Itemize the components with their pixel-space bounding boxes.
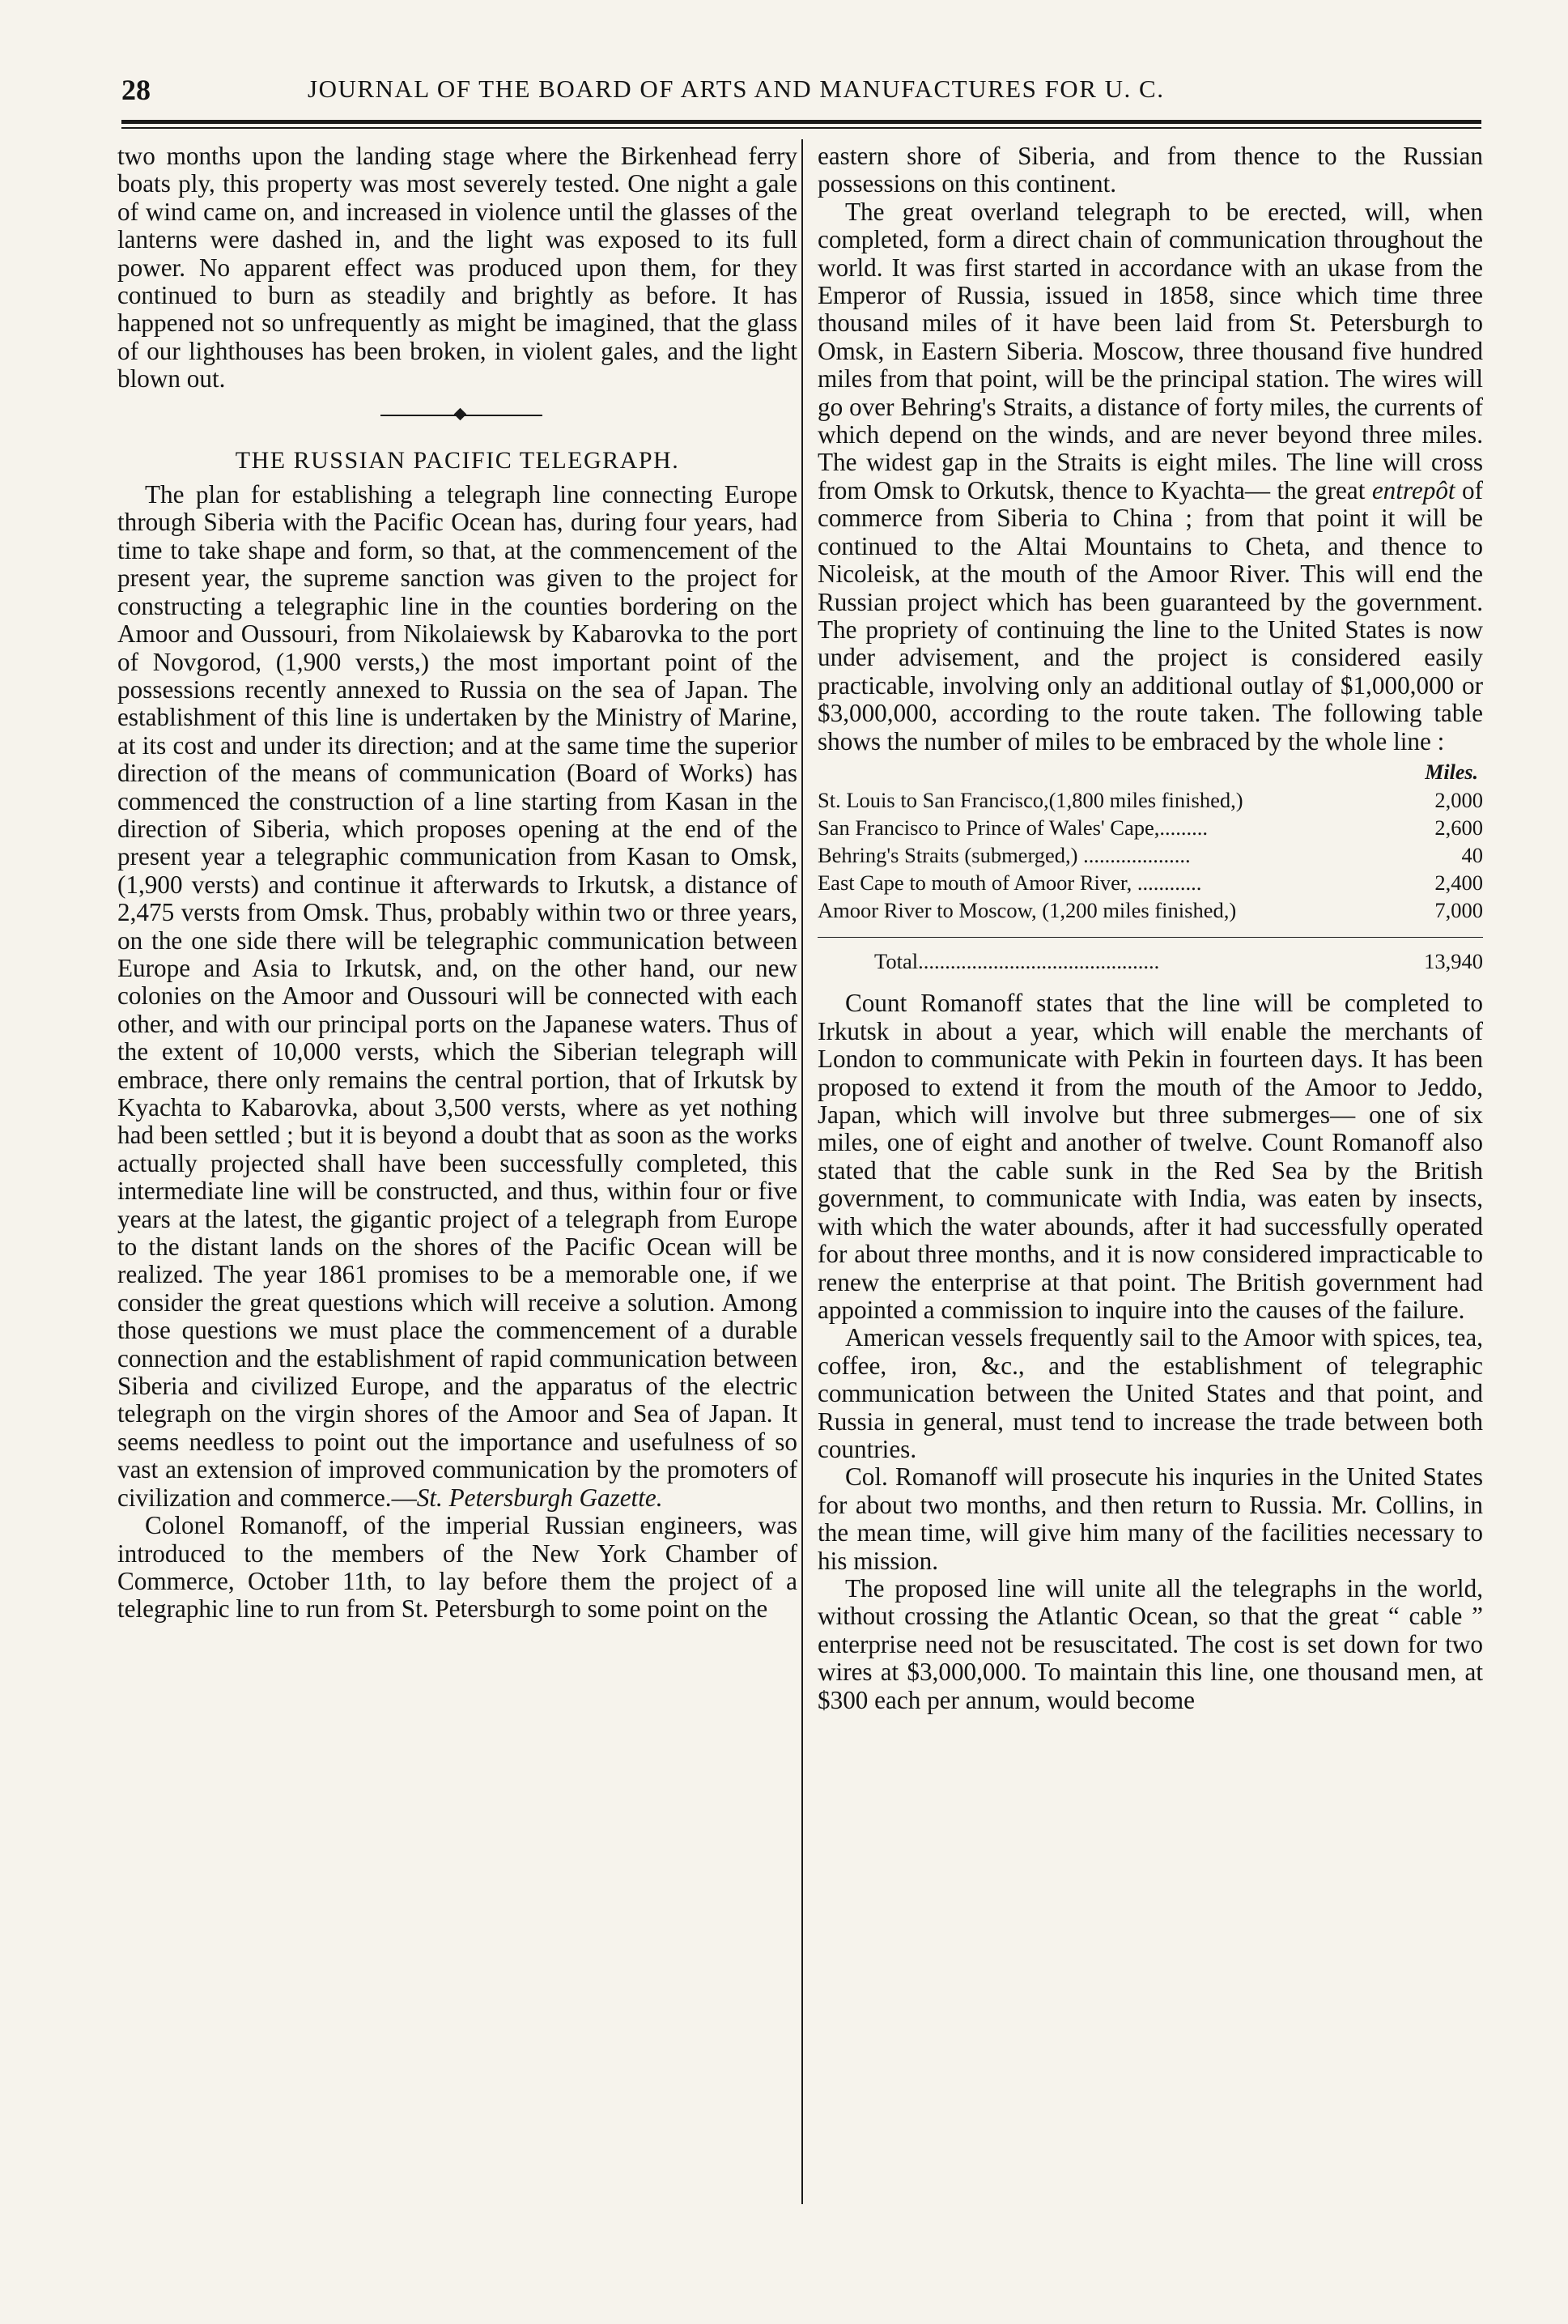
paragraph-telegraph-plan [117,481,797,1512]
table-row [818,814,1483,841]
table-miles: 2,400 [1434,870,1483,895]
section-ornament [117,394,797,439]
paragraph-colonel-romanoff: Colonel Romanoff, of the imperial Russian engineers, was introduced to the members of the New York Chamber of Commerce, October 11th, to lay before them the project of a telegraphic line to run from St. Petersburgh to some point on the [117,1511,797,1624]
table-row [818,786,1483,814]
table-route: St. Louis to San Francisco,(1,800 miles finished,) [818,787,1243,812]
table-row [818,841,1483,869]
table-miles: 7,000 [1434,897,1483,922]
table-row [818,896,1483,924]
table-total-label: Total............................................. [874,949,1160,974]
table-row [818,869,1483,896]
miles-table-header: Miles. [1425,760,1478,784]
table-total-rule [818,937,1483,939]
header-rule-thick [121,120,1481,124]
table-route: Amoor River to Moscow, (1,200 miles finished,) [818,897,1237,922]
table-miles: 2,000 [1434,787,1483,812]
paragraph-american-vessels: American vessels frequently sail to the Amoor with spices, tea, coffee, iron, &c., and the establishment of telegraphic communication between the United States and that point, and Russia in general, must tend to increase the trade between both countries. [818,1323,1483,1463]
paragraph-overland-text-2: of commerce from Siberia to China ; from that point it will be continued to the Altai Mountains to Cheta, and thence to Nicoleisk, at the mouth of the Amoor River. This will end the Russian project which has been guaranteed by the government. The propriety of continuing the line to the United States is now under advisement, and the project is considered easily practicable, involving only an additional outlay of $1,000,000 or $3,000,000, according to the route taken. The following table shows the number of miles to be embraced by the whole line : [818,475,1484,756]
column-divider [801,139,803,2204]
paragraph-col-romanoff: Col. Romanoff will prosecute his inquries in the United States for about two months, and then return to Russia. Mr. Collins, in the mean time, will give him many of the facilities necessary to his mission. [818,1462,1483,1575]
paragraph-continued-right: eastern shore of Siberia, and from thence to the Russian possessions on this continent. [818,142,1483,198]
table-route: San Francisco to Prince of Wales' Cape,......... [818,815,1208,840]
miles-table [818,786,1483,976]
table-miles: 40 [1461,842,1483,867]
paragraph-telegraph-plan-text: The plan for establishing a telegraph line connecting Europe through Siberia with the Pacific Ocean has, during four years, had time to take shape and form, so that, at the commencement of the present year, the supreme sanction was given to the project for constructing a telegraphic line in the counties bordering on the Amoor and Oussouri, from Nikolaiewsk by Kabarovka to the port of Novgorod, (1,900 versts,) the most important point of the possessions recently annexed to Russia on the sea of Japan. The establishment of this line is undertaken by the Ministry of Marine, at its cost and under its direction; and at the same time the superior direction of the means of communication (Board of Works) has commenced the construction of a line starting from Kasan in the direction of Siberia, which proposes opening at the end of the present year a telegraphic communication from Kasan to Omsk, (1,900 versts) and continue it afterwards to Irkutsk, a distance of 2,475 versts from Omsk. Thus, probably within two or three years, on the one side there will be telegraphic communication between Europe and Asia to Irkutsk, and, on the other hand, our new colonies on the Amoor and Oussouri will be connected with each other, and with our principal ports on the Japanese waters. Thus of the extent of 10,000 versts, which the Siberian telegraph will embrace, there only remains the central portion, that of Irkutsk by Kyachta to Kabarovka, about 3,500 versts, where as yet nothing had been settled ; but it is beyond a doubt that as soon as the works actually projected shall have been successfully completed, this intermediate line will be constructed, and thus, within four or five years at the latest, the gigantic project of a telegraph from Europe to the distant lands on the shores of the Pacific Ocean will be realized. The year 1861 promises to be a memorable one, if we consider the great questions which will receive a solution. Among those questions we must place the commencement of a durable connection and the establishment of rapid communication between Siberia and civilized Europe, and the apparatus of the electric telegraph on the virgin shores of the Amoor and Sea of Japan. It seems needless to point out the importance and usefulness of so vast an extension of improved communication by the promoters of civilization and commerce.— [117,480,797,1512]
table-total-value: 13,940 [1424,949,1483,974]
paragraph-overland-text-1: The great overland telegraph to be erected, will, when completed, form a direct chain of communication throughout the world. It was first started in accordance with an ukase from the Emperor of Russia, issued in 1858, since which time three thousand miles of it have been laid from St. Petersburgh to Omsk, in Eastern Siberia. Moscow, three thousand five hundred miles from that point, will be the principal station. The wires will go over Behring's Straits, a distance of forty miles, the currents of which depend on the winds, and are never beyond three miles. The widest gap in the Straits is eight miles. The line will cross from Omsk to Orkutsk, thence to Kyachta— the great [818,197,1483,504]
paragraph-continued-left: two months upon the landing stage where the Birkenhead ferry boats ply, this property was most severely tested. One night a gale of wind came on, and increased in violence until the glasses of the lanterns were dashed in, and the light was exposed to its full power. No apparent effect was produced upon them, for they continued to burn as steadily and brightly as before. It has happened not so unfrequently as might be imagined, that the glass of our lighthouses has been broken, in violent gales, and the light blown out. [117,142,797,394]
journal-title: JOURNAL OF THE BOARD OF ARTS AND MANUFACTURES FOR U. C. [308,74,1165,103]
entrepot-word: entrepôt [1371,475,1455,504]
article-title: THE RUSSIAN PACIFIC TELEGRAPH. [235,446,680,474]
paragraph-count-romanoff: Count Romanoff states that the line will be completed to Irkutsk in about a year, which will enable the merchants of London to communicate with Pekin in fourteen days. It has been proposed to extend it from the mouth of the Amoor to Jeddo, Japan, which will involve but three submerges— one of six miles, one of eight and another of twelve. Count Romanoff also stated that the cable sunk in the Red Sea by the British government, to communicate with India, was eaten by insects, with which the water abounds, after it had successfully operated for about three months, and it is now considered impracticable to renew the enterprise at that point. The British government had appointed a commission to inquire into the causes of the failure. [818,989,1483,1324]
running-head [121,73,1481,105]
ornament-diamond-icon [454,407,467,420]
table-route: East Cape to mouth of Amoor River, ............ [818,870,1202,895]
paragraph-proposed-line: The proposed line will unite all the telegraphs in the world, without crossing the Atlantic Ocean, so that the great “ cable ” enterprise need not be resuscitated. The cost is set down for two wires at $3,000,000. To maintain this line, one thousand men, at $300 each per annum, would become [818,1573,1483,1714]
table-total-row [818,947,1483,975]
table-miles: 2,600 [1434,815,1483,840]
source-citation: St. Petersburgh Gazette. [416,1483,663,1512]
page-number: 28 [121,74,151,106]
table-route: Behring's Straits (submerged,) .................... [818,842,1191,867]
header-rule-thin [121,127,1481,129]
left-column [117,143,797,1624]
paragraph-overland-telegraph [818,198,1483,756]
right-column [818,143,1483,1714]
